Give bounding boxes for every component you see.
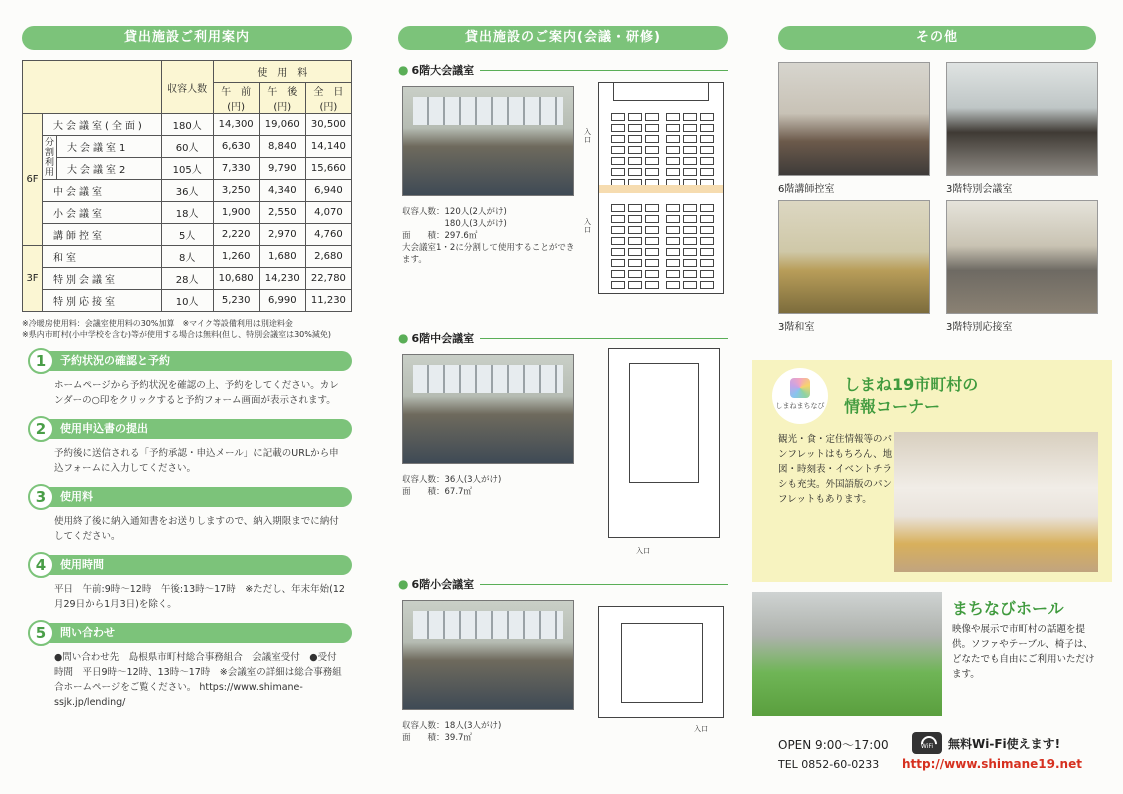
pm-header: 午 後 [267,87,298,98]
seat [628,135,642,143]
table-row: 特別会議室 28人 10,680 14,230 22,780 [23,268,352,290]
seat [645,168,659,176]
seat [611,281,625,289]
step-number: 3 [28,484,54,510]
seat [700,146,714,154]
table-row: 大会議室2 105人 7,330 9,790 15,660 [23,158,352,180]
seat [645,237,659,245]
seat [611,270,625,278]
seat [700,204,714,212]
seat [683,135,697,143]
photo-item: 3階和室 [778,200,930,332]
info-corner-photo [894,432,1098,572]
seat [645,281,659,289]
seat [700,168,714,176]
seat [666,237,680,245]
seat [700,157,714,165]
fee-notes: ※冷暖房使用料：会議室使用料の30%加算 ※マイク等設備利用は別途料金 ※県内市町村(小中学校を含む)等が使用する場合は無料(但し、特別会議室は30%減免) [22,319,331,339]
seat [683,168,697,176]
step-number: 5 [28,620,54,646]
room-title-small: 6階小会議室 [411,578,475,591]
seat [683,270,697,278]
seat [611,215,625,223]
seat [628,259,642,267]
seat [628,281,642,289]
seat [666,124,680,132]
rooms-column: 貸出施設のご案内(会議・研修) ● 6階大会議室 収容人数：120人(2人がけ) 180人(3人がけ) 面 積：297.6㎡ 大会議室1・2に分割して使用することができます。 入口 入口 ● 6階中会議室 収容人数：36人(3人がけ) 面 積：67.7㎡ 入口 ● 6階小会議室 収容人数：18人(3人がけ) 面 積：39.7㎡ 入口 [398,0,728,794]
photo-item: 3階特別応接室 [946,200,1098,332]
seat [645,135,659,143]
split-use-label: 分割利用 [43,136,57,180]
seat [628,113,642,121]
seat [666,281,680,289]
opening-hours: OPEN 9:00～17:00 [778,738,889,752]
step-3: 使用料 3 使用終了後に納入通知書をお送りしますので、納入期限までに納付してください。 [22,486,352,544]
seat [611,259,625,267]
footer [778,732,1108,778]
seat [683,157,697,165]
seat [666,215,680,223]
info-corner: しまねまちなび しまね19市町村の 情報コーナー 観光・食・定住情報等のパンフレットはもちろん、地図・時刻表・イベントチラシも充実。外国語版のパンフレットもあります。 [752,360,1112,582]
am-header: 午 前 [221,87,252,98]
capacity-header: 収容人数 [161,61,213,114]
seat [700,226,714,234]
seat [700,215,714,223]
seat [628,168,642,176]
seat [700,113,714,121]
seat [683,259,697,267]
seat [683,215,697,223]
seat [628,270,642,278]
seat [611,204,625,212]
table-row: 3F 和室 8人 1,260 1,680 2,680 [23,246,352,268]
floor-6f: 6F [23,114,43,246]
rooms-title: 貸出施設のご案内(会議・研修) [398,26,728,50]
step-5: 問い合わせ 5 ●問い合わせ先 島根県市町村総合事務組合 会議室受付 ●受付時間 平日9時～12時、13時～17時 ※会議室の詳細は総合事務組合ホームページをご覧ください。 https://www.shimane-ssjk.jp/lending/ [22,622,352,710]
seat [645,146,659,154]
medium-room: 収容人数：36人(3人がけ) 面 積：67.7㎡ 入口 [398,346,728,564]
step-4: 使用時間 4 平日 午前:9時～12時 午後:13時～17時 ※ただし、年末年始(12月29日から1月3日)を除く。 [22,554,352,612]
photo-item: 6階講師控室 [778,62,930,194]
seat [611,146,625,154]
medium-room-photo [402,354,574,464]
other-column [752,0,1112,794]
seat [700,135,714,143]
other-title: その他 [778,26,1096,50]
seat [611,113,625,121]
seat [628,215,642,223]
seat [611,124,625,132]
seat [666,259,680,267]
seat [700,237,714,245]
seat [700,281,714,289]
seat [683,124,697,132]
seat [683,113,697,121]
seat [645,215,659,223]
table-row: 分割利用 大会議室1 60人 6,630 8,840 14,140 [23,136,352,158]
entry-label: 入口 [584,218,591,234]
small-room-photo [402,600,574,710]
seat [611,237,625,245]
seat [666,270,680,278]
seat [628,157,642,165]
seat [611,135,625,143]
seat [683,248,697,256]
photo-grid [778,62,1112,332]
usage-guide-column [22,0,352,794]
entry-label: 入口 [694,725,708,733]
seat [645,124,659,132]
seat [645,113,659,121]
seat [683,204,697,212]
table-row: 特別応接室 10人 5,230 6,990 11,230 [23,290,352,312]
room-title-large: 6階大会議室 [411,64,475,77]
seat [683,281,697,289]
website-link[interactable]: http://www.shimane19.net [902,757,1082,771]
seat [611,157,625,165]
usage-guide-title: 貸出施設ご利用案内 [22,26,352,50]
seat [645,248,659,256]
wifi-text: 無料Wi-Fi使えます! [948,737,1061,751]
seat [611,168,625,176]
seat [645,204,659,212]
seat [645,226,659,234]
large-room: 収容人数：120人(2人がけ) 180人(3人がけ) 面 積：297.6㎡ 大会議室1・2に分割して使用することができます。 入口 入口 [398,78,728,318]
seat [645,270,659,278]
info-corner-title: しまね19市町村の 情報コーナー [844,375,979,416]
small-room: 収容人数：18人(3人がけ) 面 積：39.7㎡ 入口 [398,592,728,752]
seat [700,270,714,278]
seat [666,146,680,154]
seat [666,248,680,256]
seat [666,157,680,165]
seat [700,124,714,132]
seat [628,124,642,132]
step-2: 使用申込書の提出 2 予約後に送信される「予約承認・申込メール」に記載のURLから申込フォームに入力してください。 [22,418,352,476]
seat [700,259,714,267]
seat [645,259,659,267]
entry-label: 入口 [584,128,591,144]
seat [683,237,697,245]
table-row: 中会議室 36人 3,250 4,340 6,940 [23,180,352,202]
seat [628,248,642,256]
seat [628,204,642,212]
large-room-photo [402,86,574,196]
telephone: TEL 0852-60-0233 [778,758,880,771]
floor-3f: 3F [23,246,43,312]
seat [628,146,642,154]
entry-label: 入口 [636,547,650,555]
seat [666,204,680,212]
seat [645,157,659,165]
seat [666,135,680,143]
table-row: 小会議室 18人 1,900 2,550 4,070 [23,202,352,224]
hall-photo [752,592,942,716]
step-1: 予約状況の確認と予約 1 ホームページから予約状況を確認の上、予約をしてください。カレンダーの○印をクリックすると予約フォーム画面が表示されます。 [22,350,352,408]
seat [611,248,625,256]
seat [683,146,697,154]
seat [700,248,714,256]
seat [611,226,625,234]
rate-table: 収容人数 使 用 料 午 前 (円) 午 後 (円) 全 日 (円) 6F 大会議室(全面) 180人 14,300 19,060 30,500 分割利用 大会議室1 60人 6,630 8,840 14,140 大会議室2 105人 7,330 9,790 15,660 中会議室 36人 3,250 4,340 6,940 小会議室 18人 1,900 2,550 4,070 講師控室 5人 2,220 2,970 4,760 3F 和室 8人 1,260 1,680 2,680 特別会議室 28人 10,680 14,230 22,780 特別応接室 10人 5,230 6,990 11,230 [22,60,352,312]
machinavi-hall: まちなびホール 映像や展示で市町村の話題を提供。ソファやテーブル、椅子は、どなたでも自由にご利用いただけます。 [752,592,1112,716]
step-number: 1 [28,348,54,374]
small-room-floorplan [598,606,724,718]
seat [666,113,680,121]
fee-header: 使 用 料 [213,61,351,83]
table-row: 6F 大会議室(全面) 180人 14,300 19,060 30,500 [23,114,352,136]
wifi-icon: WiFi [912,732,942,754]
seat [628,237,642,245]
seat [628,226,642,234]
room-title-medium: 6階中会議室 [411,332,475,345]
seat [683,226,697,234]
step-number: 2 [28,416,54,442]
table-row: 講師控室 5人 2,220 2,970 4,760 [23,224,352,246]
step-number: 4 [28,552,54,578]
logo-mark-icon [790,378,810,398]
medium-room-floorplan [608,348,720,538]
large-room-floorplan [598,82,724,294]
machinavi-logo: しまねまちなび [772,368,828,424]
seat [666,226,680,234]
day-header: 全 日 [313,87,344,98]
seat [666,168,680,176]
hall-title: まちなびホール [952,599,1064,618]
photo-item: 3階特別会議室 [946,62,1098,194]
